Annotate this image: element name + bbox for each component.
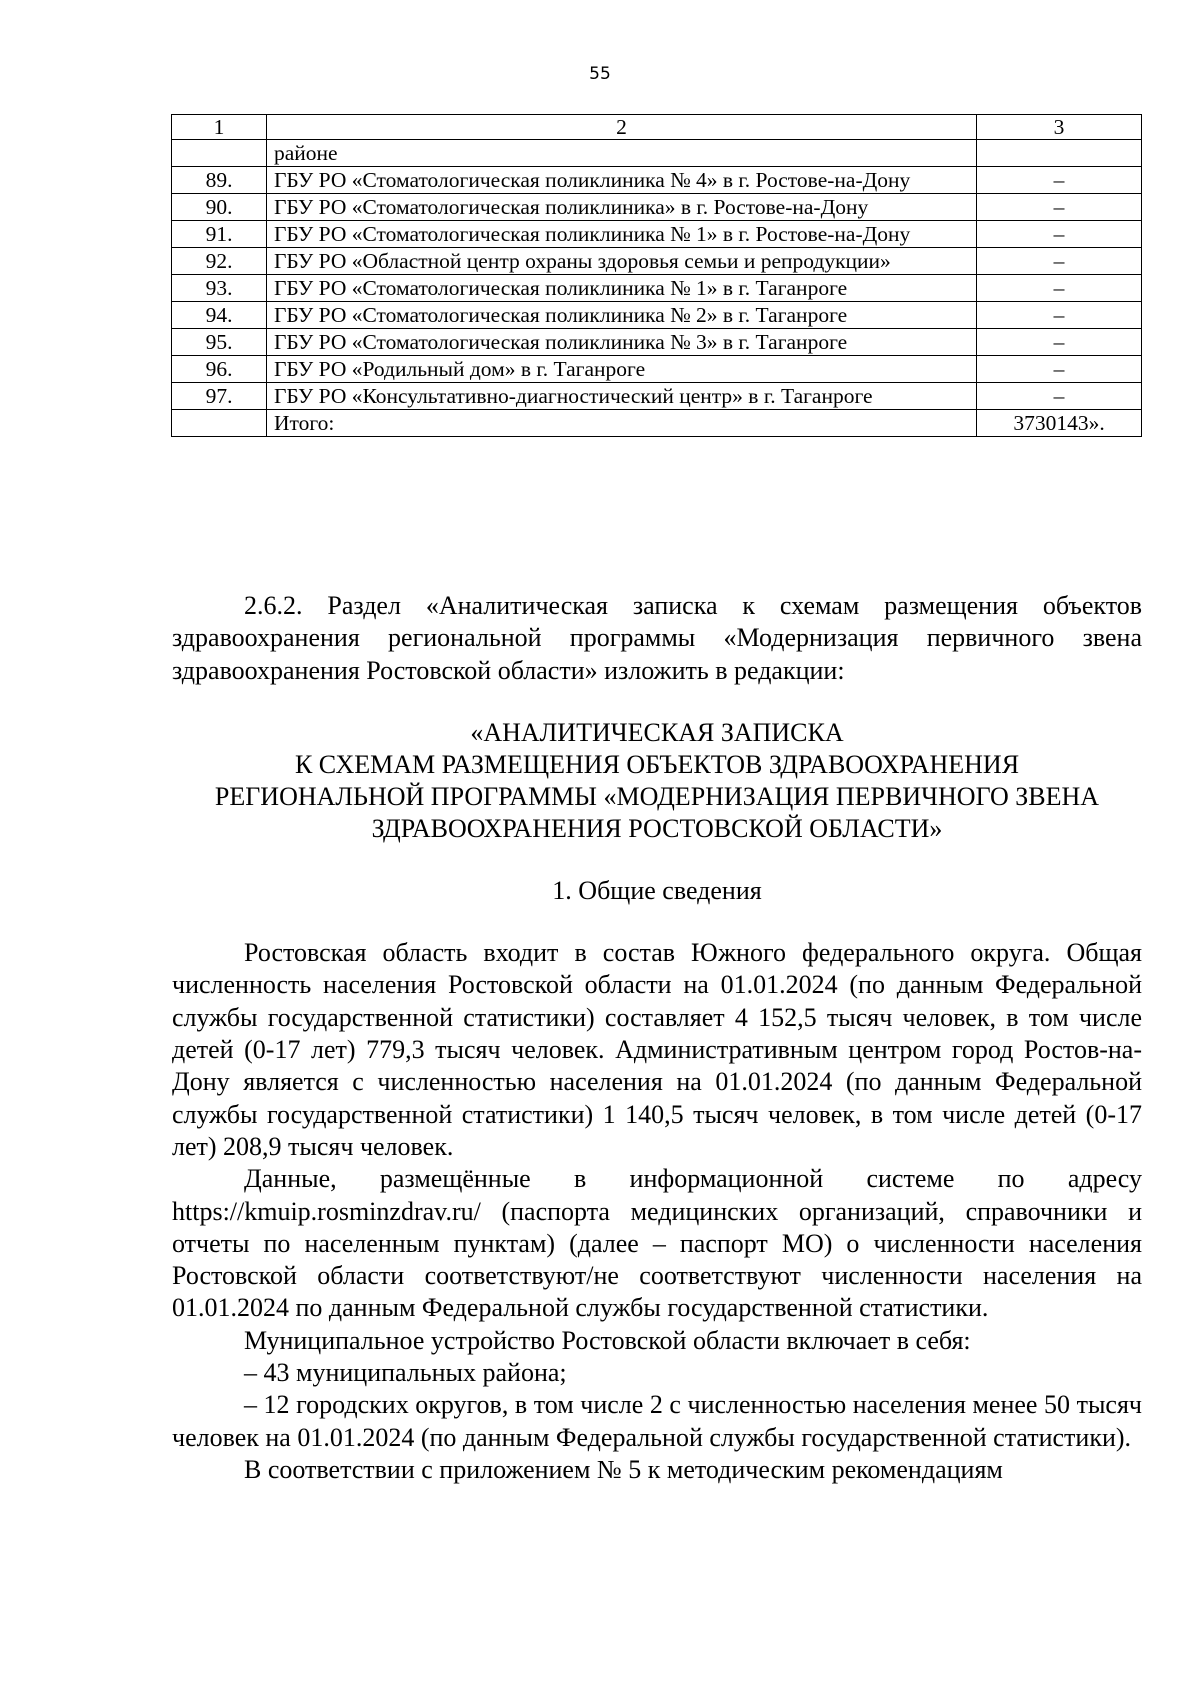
institutions-table <box>171 114 1142 437</box>
row-value: – <box>977 329 1142 356</box>
row-number: 97. <box>172 383 267 410</box>
table-row <box>172 275 1142 302</box>
section-heading: 1. Общие сведения <box>552 875 762 905</box>
column-header: 2 <box>267 115 977 140</box>
row-value: – <box>977 248 1142 275</box>
table-row <box>172 248 1142 275</box>
list-item: – 43 муниципальных района; <box>244 1358 567 1388</box>
document-title <box>172 717 1142 845</box>
row-number: 91. <box>172 221 267 248</box>
row-number: 94. <box>172 302 267 329</box>
row-number: 95. <box>172 329 267 356</box>
institution-name: ГБУ РО «Родильный дом» в г. Таганроге <box>267 356 977 383</box>
total-value: 3730143». <box>977 410 1142 437</box>
row-value: – <box>977 167 1142 194</box>
total-empty-cell <box>172 410 267 437</box>
table-row <box>172 383 1142 410</box>
institution-name: ГБУ РО «Областной центр охраны здоровья семьи и репродукции» <box>267 248 977 275</box>
row-number <box>172 140 267 167</box>
institution-name: ГБУ РО «Стоматологическая поликлиника № 1» в г. Ростове-на-Дону <box>267 221 977 248</box>
row-value: – <box>977 383 1142 410</box>
table-header-row <box>172 115 1142 140</box>
row-number: 93. <box>172 275 267 302</box>
row-value: – <box>977 194 1142 221</box>
row-number: 90. <box>172 194 267 221</box>
title-line: РЕГИОНАЛЬНОЙ ПРОГРАММЫ «МОДЕРНИЗАЦИЯ ПЕРВИЧНОГО ЗВЕНА <box>214 781 1100 811</box>
page-number: 55 <box>589 64 611 84</box>
body-paragraph: Муниципальное устройство Ростовской области включает в себя: <box>244 1325 971 1355</box>
institution-name: ГБУ РО «Стоматологическая поликлиника № 3» в г. Таганроге <box>267 329 977 356</box>
intro-paragraph: 2.6.2. Раздел «Аналитическая записка к схемам размещения объектов здравоохранения региональной программы «Модернизация первичного звена здравоохранения Ростовской области» изложить в редакции: <box>172 591 1142 685</box>
body-paragraph: Ростовская область входит в состав Южного федерального округа. Общая численность населения Ростовской области на 01.01.2024 (по данным Федеральной службы государственной статистики) составляет 4 152,5 тысяч человек, в том числе детей (0-17 лет) 779,3 тысяч человек. Административным центром город Ростов-на-Дону является с численностью населения на 01.01.2024 (по данным Федеральной службы государственной статистики) 1 140,5 тысяч человек, в том числе детей (0-17 лет) 208,9 тысяч человек. <box>172 938 1142 1161</box>
column-header: 3 <box>977 115 1142 140</box>
body-paragraph: В соответствии с приложением № 5 к методическим рекомендациям <box>244 1454 1003 1484</box>
row-value: – <box>977 221 1142 248</box>
row-value: – <box>977 302 1142 329</box>
table-row <box>172 221 1142 248</box>
table-row <box>172 140 1142 167</box>
title-line: ЗДРАВООХРАНЕНИЯ РОСТОВСКОЙ ОБЛАСТИ» <box>371 813 943 843</box>
table-row <box>172 194 1142 221</box>
row-value: – <box>977 356 1142 383</box>
title-line: «АНАЛИТИЧЕСКАЯ ЗАПИСКА <box>470 717 844 747</box>
row-value: – <box>977 275 1142 302</box>
title-line: К СХЕМАМ РАЗМЕЩЕНИЯ ОБЪЕКТОВ ЗДРАВООХРАНЕНИЯ <box>294 749 1020 779</box>
row-number: 92. <box>172 248 267 275</box>
institution-name: ГБУ РО «Стоматологическая поликлиника № 1» в г. Таганроге <box>267 275 977 302</box>
table-row <box>172 167 1142 194</box>
total-label: Итого: <box>267 410 977 437</box>
table-row <box>172 302 1142 329</box>
list-item: – 12 городских округов, в том числе 2 с численностью населения менее 50 тысяч человек на 01.01.2024 (по данным Федеральной службы государственной статистики). <box>172 1390 1142 1452</box>
institution-name: районе <box>267 140 977 167</box>
table-row <box>172 356 1142 383</box>
table-total-row <box>172 410 1142 437</box>
institution-name: ГБУ РО «Стоматологическая поликлиника» в г. Ростове-на-Дону <box>267 194 977 221</box>
row-number: 96. <box>172 356 267 383</box>
body-paragraph: Данные, размещённые в информационной системе по адресу https://kmuip.rosminzdrav.ru/ (паспорта медицинских организаций, справочники и отчеты по населенным пунктам) (далее – паспорт МО) о численности населения Ростовской области соответствуют/не соответствуют численности населения на 01.01.2024 по данным Федеральной службы государственной статистики. <box>172 1164 1142 1323</box>
institution-name: ГБУ РО «Стоматологическая поликлиника № 4» в г. Ростове-на-Дону <box>267 167 977 194</box>
table-row <box>172 329 1142 356</box>
row-number: 89. <box>172 167 267 194</box>
institution-name: ГБУ РО «Консультативно-диагностический центр» в г. Таганроге <box>267 383 977 410</box>
column-header: 1 <box>172 115 267 140</box>
document-body <box>172 590 1142 1486</box>
institution-name: ГБУ РО «Стоматологическая поликлиника № 2» в г. Таганроге <box>267 302 977 329</box>
row-value <box>977 140 1142 167</box>
